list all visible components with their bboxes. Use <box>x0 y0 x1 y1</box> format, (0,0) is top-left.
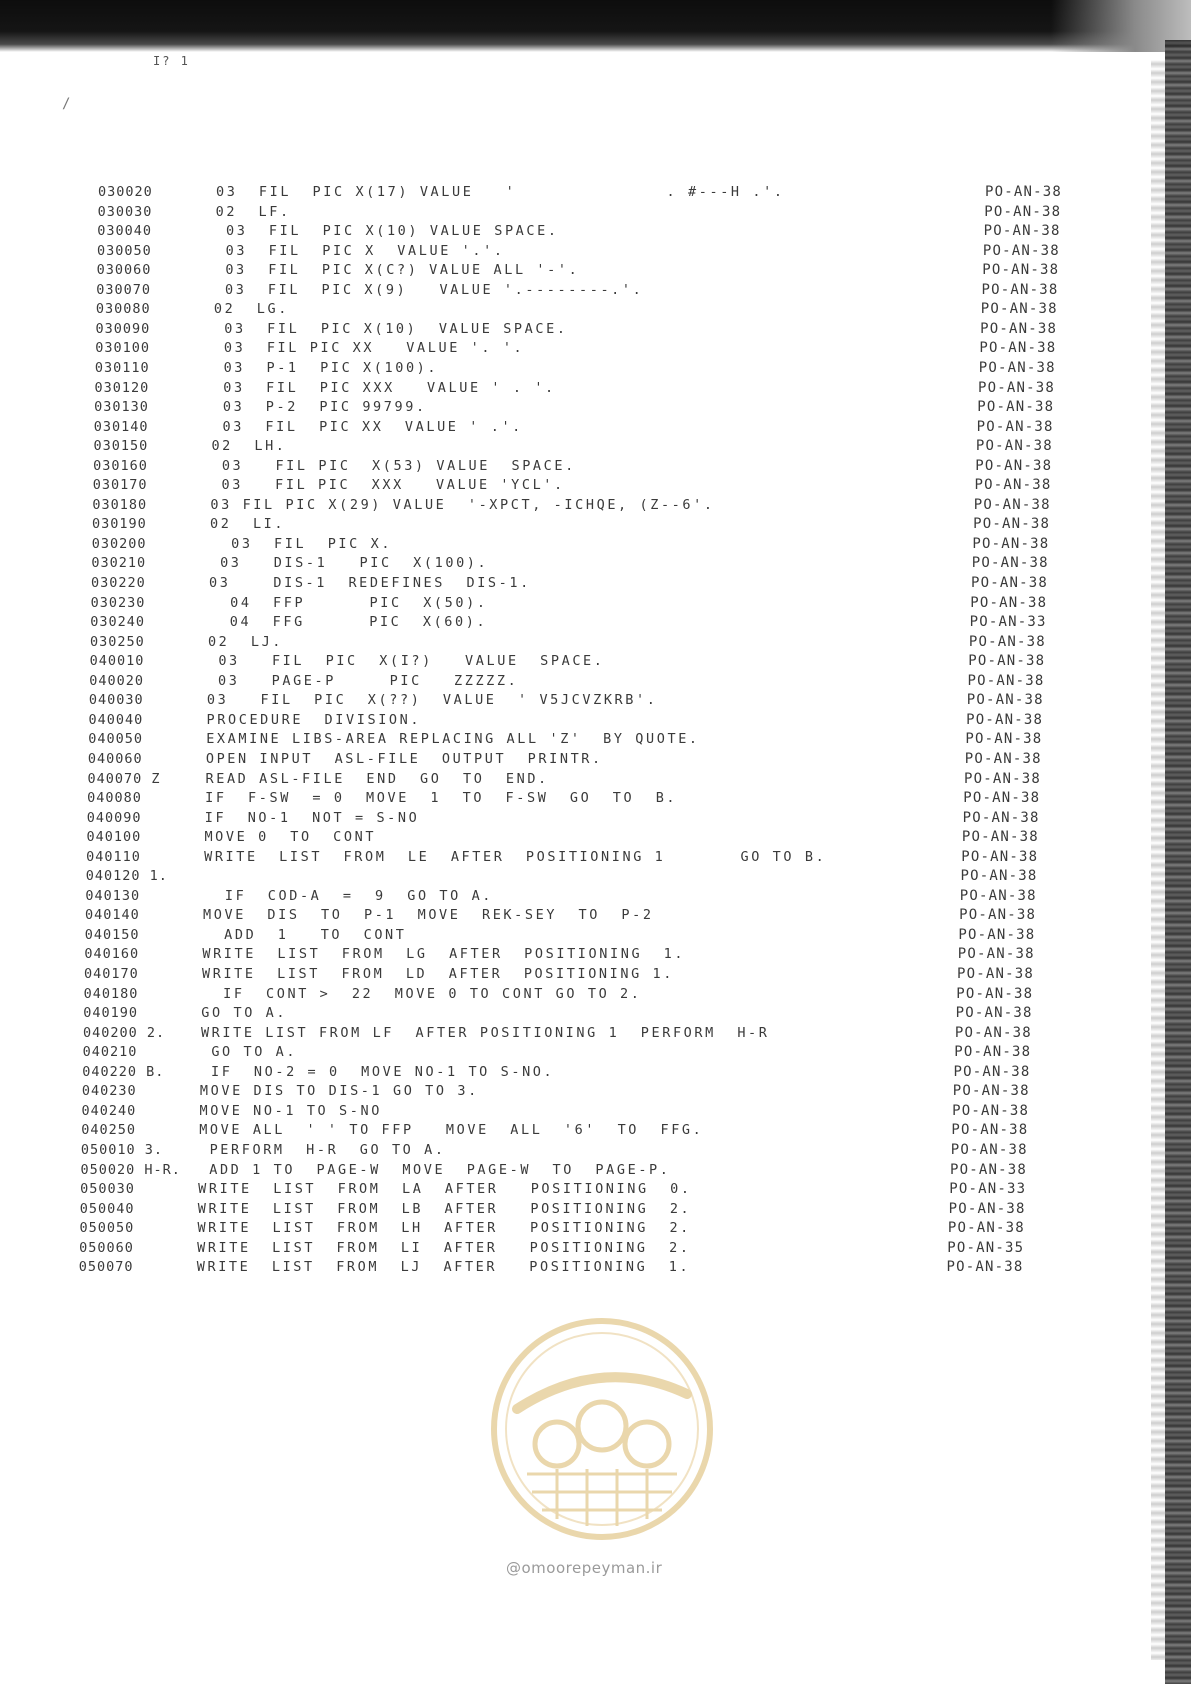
sequence-number: 030130 <box>94 399 149 416</box>
sequence-number: 040180 <box>83 985 139 1002</box>
code-statement: ADD 1 TO CONT <box>202 926 407 943</box>
listing-line <box>97 221 1097 241</box>
program-identifier: PO-AN-38 <box>967 672 1045 689</box>
sequence-number: 050010 3. <box>80 1141 163 1158</box>
program-identifier: PO-AN-38 <box>954 1024 1032 1041</box>
program-identifier: PO-AN-38 <box>959 907 1037 924</box>
listing-line <box>86 847 1086 867</box>
sequence-number: 050030 <box>80 1181 135 1198</box>
program-identifier: PO-AN-38 <box>983 223 1061 240</box>
watermark-caption: @omoorepeyman.ir <box>506 1559 663 1577</box>
listing-line <box>98 202 1098 222</box>
sequence-number: 030020 <box>98 184 153 200</box>
sequence-number: 050070 <box>78 1259 134 1276</box>
sequence-number: 040080 <box>87 790 142 807</box>
sequence-number: 030090 <box>95 320 151 337</box>
sequence-number: 030150 <box>93 438 149 455</box>
program-identifier: PO-AN-38 <box>961 829 1039 846</box>
listing-line <box>85 905 1085 925</box>
listing-line <box>90 651 1090 671</box>
program-identifier: PO-AN-38 <box>960 868 1038 885</box>
sequence-number: 040200 2. <box>82 1024 166 1041</box>
program-identifier: PO-AN-38 <box>952 1083 1030 1100</box>
sequence-number: 030230 <box>90 594 146 611</box>
code-statement: OPEN INPUT ASL-FILE OUTPUT PRINTR. <box>205 750 603 767</box>
sequence-number: 040240 <box>81 1102 137 1119</box>
listing-line <box>92 495 1092 515</box>
sequence-number: 040230 <box>81 1083 137 1100</box>
listing-line <box>93 475 1093 495</box>
code-statement: MOVE DIS TO DIS-1 GO TO 3. <box>199 1083 479 1100</box>
program-identifier: PO-AN-38 <box>973 496 1051 513</box>
program-identifier: PO-AN-38 <box>982 262 1060 279</box>
listing-line <box>86 827 1086 847</box>
sequence-number: 040140 <box>85 907 140 924</box>
program-identifier: PO-AN-38 <box>964 770 1042 787</box>
sequence-number: 050050 <box>79 1220 135 1237</box>
listing-line <box>97 260 1097 280</box>
sequence-number: 050040 <box>79 1200 135 1217</box>
margin-mark: / <box>62 96 71 112</box>
sequence-number: 030160 <box>93 457 148 474</box>
sequence-number: 040050 <box>88 731 143 748</box>
code-statement: WRITE LIST FROM LH AFTER POSITIONING 2. <box>197 1220 691 1237</box>
code-statement: WRITE LIST FROM LI AFTER POSITIONING 2. <box>197 1239 691 1256</box>
program-identifier: PO-AN-38 <box>975 457 1053 474</box>
sequence-number: 030190 <box>92 516 147 533</box>
code-statement: IF CONT > 22 MOVE 0 TO CONT GO TO 2. <box>201 985 642 1002</box>
code-statement: 03 FIL PIC XX VALUE ' .'. <box>211 418 523 435</box>
code-statement: IF NO-1 NOT = S-NO <box>204 809 420 826</box>
code-statement: 03 PAGE-P PIC ZZZZZ. <box>207 672 519 689</box>
sequence-number: 040070 Z <box>87 770 161 787</box>
program-identifier: PO-AN-38 <box>971 555 1049 572</box>
program-identifier: PO-AN-38 <box>976 418 1054 435</box>
program-identifier: PO-AN-38 <box>980 320 1058 337</box>
sequence-number: 030030 <box>97 203 153 220</box>
code-statement: 03 DIS-1 REDEFINES DIS-1. <box>209 575 531 591</box>
listing-line <box>82 1081 1082 1101</box>
program-identifier: PO-AN-38 <box>973 516 1051 533</box>
listing-line <box>93 436 1093 456</box>
listing-line <box>79 1238 1079 1258</box>
listing-line <box>94 417 1094 437</box>
code-statement: 03 FIL PIC X(10) VALUE SPACE. <box>215 223 559 240</box>
listing-line <box>82 1101 1082 1121</box>
listing-line <box>95 338 1095 358</box>
code-statement: MOVE 0 TO CONT <box>204 829 377 846</box>
code-statement: PROCEDURE DIVISION. <box>206 711 422 728</box>
code-statement: EXAMINE LIBS-AREA REPLACING ALL 'Z' BY QUOTE. <box>206 731 700 748</box>
listing-line <box>91 573 1091 593</box>
code-statement: 03 FIL PIC X(I?) VALUE SPACE. <box>207 653 605 670</box>
sequence-number: 040170 <box>84 966 139 982</box>
program-identifier: PO-AN-38 <box>981 281 1059 298</box>
sequence-number: 030040 <box>97 223 153 240</box>
listing-line <box>91 593 1091 613</box>
code-statement: 03 FIL PIC XXX VALUE 'YCL'. <box>210 477 565 494</box>
listing-line <box>88 749 1088 769</box>
program-identifier: PO-AN-38 <box>957 946 1035 963</box>
sequence-number: 030180 <box>92 496 148 513</box>
code-statement: 03 FIL PIC X(53) VALUE SPACE. <box>211 457 576 474</box>
listing-line <box>93 456 1093 476</box>
listing-line <box>84 964 1084 984</box>
listing-line <box>89 710 1089 730</box>
listing-line <box>80 1179 1080 1199</box>
listing-line <box>98 182 1098 202</box>
program-identifier: PO-AN-38 <box>970 594 1048 611</box>
code-statement: IF COD-A = 9 GO TO A. <box>203 887 494 904</box>
sequence-number: 050020 H-R. <box>80 1161 181 1178</box>
listing-line <box>92 534 1092 554</box>
sequence-number: 030250 <box>89 633 145 650</box>
program-identifier: PO-AN-38 <box>985 184 1063 200</box>
listing-line <box>83 1023 1083 1043</box>
program-identifier: PO-AN-38 <box>984 203 1062 220</box>
program-identifier: PO-AN-33 <box>949 1181 1027 1198</box>
code-statement: 03 FIL PIC X(C?) VALUE ALL '-'. <box>214 262 580 279</box>
program-identifier: PO-AN-38 <box>950 1161 1028 1178</box>
program-identifier: PO-AN-38 <box>968 653 1046 670</box>
listing-line <box>85 925 1085 945</box>
sequence-number: 040020 <box>89 672 145 689</box>
listing-line <box>81 1120 1081 1140</box>
code-statement: IF F-SW = 0 MOVE 1 TO F-SW GO TO B. <box>205 790 678 807</box>
program-identifier: PO-AN-33 <box>969 614 1047 631</box>
code-statement: WRITE LIST FROM LA AFTER POSITIONING 0. <box>198 1181 692 1198</box>
sequence-number: 040190 <box>83 1005 139 1022</box>
code-statement: 03 FIL PIC X(17) VALUE ' . #---H .'. <box>216 184 785 200</box>
listing-line <box>84 944 1084 964</box>
listing-line <box>79 1218 1079 1238</box>
program-identifier: PO-AN-38 <box>959 887 1037 904</box>
sequence-number: 030120 <box>94 379 150 396</box>
listing-line <box>90 632 1090 652</box>
program-identifier: PO-AN-38 <box>951 1122 1029 1139</box>
listing-line <box>81 1160 1081 1180</box>
code-statement: 03 FIL PIC X(9) VALUE '.--------.'. <box>214 281 644 298</box>
program-identifier: PO-AN-38 <box>956 985 1034 1002</box>
listing-line <box>95 358 1095 378</box>
code-statement: 02 LG. <box>213 301 289 318</box>
listing-line <box>79 1257 1079 1277</box>
program-identifier: PO-AN-38 <box>972 535 1050 552</box>
program-identifier: PO-AN-38 <box>947 1220 1025 1237</box>
code-statement: 03 FIL PIC X(10) VALUE SPACE. <box>213 320 568 337</box>
sequence-number: 040220 B. <box>82 1063 165 1080</box>
code-statement: WRITE LIST FROM LJ AFTER POSITIONING 1. <box>196 1259 691 1276</box>
listing-line <box>88 769 1088 789</box>
program-identifier: PO-AN-38 <box>946 1259 1024 1276</box>
sequence-number: 040010 <box>89 653 145 670</box>
program-identifier: PO-AN-38 <box>971 575 1049 591</box>
code-statement: IF NO-2 = 0 MOVE NO-1 TO S-NO. <box>200 1063 555 1080</box>
code-statement: 03 DIS-1 PIC X(100). <box>209 555 489 572</box>
program-identifier: PO-AN-38 <box>978 379 1056 396</box>
sequence-number: 040060 <box>87 750 143 767</box>
listing-line <box>95 378 1095 398</box>
sequence-number: 040250 <box>81 1122 136 1139</box>
sequence-number: 030080 <box>95 301 151 318</box>
sequence-number: 030210 <box>91 555 147 572</box>
sequence-number: 040040 <box>88 711 144 728</box>
code-statement: GO TO A. <box>200 1044 298 1061</box>
program-identifier: PO-AN-38 <box>968 633 1046 650</box>
code-statement: 03 FIL PIC XXX VALUE ' . '. <box>212 379 556 396</box>
sequence-number: 030060 <box>96 262 152 279</box>
listing-line <box>88 729 1088 749</box>
listing-line <box>82 1062 1082 1082</box>
code-statement: 03 FIL PIC X VALUE '.'. <box>214 242 505 259</box>
program-identifier: PO-AN-38 <box>957 966 1035 982</box>
listing-line <box>97 241 1097 261</box>
sequence-number: 030110 <box>94 359 150 376</box>
program-identifier: PO-AN-38 <box>977 399 1055 416</box>
sequence-number: 040120 1. <box>85 868 168 885</box>
code-statement: READ ASL-FILE END GO TO END. <box>205 770 549 787</box>
program-identifier: PO-AN-38 <box>965 731 1043 748</box>
code-statement: 04 FFP PIC X(50). <box>208 594 488 611</box>
listing-line <box>92 514 1092 534</box>
program-identifier: PO-AN-38 <box>955 1005 1033 1022</box>
listing-line <box>94 397 1094 417</box>
code-statement: WRITE LIST FROM LE AFTER POSITIONING 1 GO TO B. <box>204 848 827 865</box>
code-statement: 02 LF. <box>215 203 291 220</box>
sequence-number: 030070 <box>96 281 152 298</box>
program-identifier: PO-AN-38 <box>958 926 1036 943</box>
code-statement: PERFORM H-R GO TO A. <box>198 1141 446 1158</box>
program-identifier: PO-AN-38 <box>978 359 1056 376</box>
code-statement: 04 FFG PIC X(60). <box>208 614 488 631</box>
program-identifier: PO-AN-38 <box>966 692 1044 709</box>
listing-line <box>83 1003 1083 1023</box>
program-identifier: PO-AN-38 <box>953 1063 1031 1080</box>
listing-line <box>87 788 1087 808</box>
program-identifier: PO-AN-38 <box>961 848 1039 865</box>
listing-line <box>85 886 1085 906</box>
watermark-logo <box>487 1314 717 1544</box>
sequence-number: 030240 <box>90 614 146 631</box>
code-statement: 02 LJ. <box>207 633 284 650</box>
code-statement: 03 P-2 PIC 99799. <box>212 399 427 416</box>
sequence-number: 030170 <box>92 477 148 494</box>
code-statement: 03 FIL PIC XX VALUE '. '. <box>213 340 525 357</box>
code-statement: 03 FIL PIC X. <box>209 535 393 552</box>
code-statement: GO TO A. <box>201 1005 288 1022</box>
listing-line <box>96 299 1096 319</box>
program-identifier: PO-AN-35 <box>947 1239 1025 1256</box>
program-identifier: PO-AN-38 <box>964 750 1042 767</box>
sequence-number: 040110 <box>86 848 141 865</box>
listing-line <box>80 1199 1080 1219</box>
sequence-number: 040210 <box>82 1044 138 1061</box>
sequence-number: 050060 <box>79 1239 134 1256</box>
listing-line <box>83 1042 1083 1062</box>
program-identifier: PO-AN-38 <box>963 790 1041 807</box>
code-statement: WRITE LIST FROM LD AFTER POSITIONING 1. <box>202 966 675 982</box>
sequence-number: 030100 <box>95 340 150 357</box>
program-identifier: PO-AN-38 <box>954 1044 1032 1061</box>
code-statement: MOVE NO-1 TO S-NO <box>199 1102 382 1119</box>
code-statement: 03 P-1 PIC X(100). <box>212 359 439 376</box>
code-statement: MOVE ALL ' ' TO FFP MOVE ALL '6' TO FFG. <box>199 1122 704 1139</box>
sequence-number: 040090 <box>86 809 142 826</box>
code-statement: 03 FIL PIC X(??) VALUE ' V5JCVZKRB'. <box>206 692 658 709</box>
listing-line <box>96 280 1096 300</box>
program-identifier: PO-AN-38 <box>975 438 1053 455</box>
sequence-number: 040160 <box>84 946 140 963</box>
program-identifier: PO-AN-38 <box>979 340 1057 357</box>
listing-line <box>84 984 1084 1004</box>
program-identifier: PO-AN-38 <box>980 301 1058 318</box>
sequence-number: 030050 <box>96 242 152 259</box>
sequence-number: 040100 <box>86 829 142 846</box>
code-statement: 02 LI. <box>210 516 286 533</box>
program-identifier: PO-AN-38 <box>974 477 1052 494</box>
listing-line <box>91 553 1091 573</box>
program-identifier: PO-AN-38 <box>962 809 1040 826</box>
listing-line <box>89 690 1089 710</box>
listing-line <box>89 671 1089 691</box>
program-identifier: PO-AN-38 <box>982 242 1060 259</box>
listing-line <box>90 612 1090 632</box>
sequence-number: 040150 <box>84 926 140 943</box>
code-statement: WRITE LIST FROM LF AFTER POSITIONING 1 PERFORM H-R <box>200 1024 770 1041</box>
sequence-number: 040030 <box>88 692 144 709</box>
program-identifier: PO-AN-38 <box>952 1102 1030 1119</box>
code-statement: MOVE DIS TO P-1 MOVE REK-SEY TO P-2 <box>203 907 654 924</box>
listing-line <box>96 319 1096 339</box>
program-identifier: PO-AN-38 <box>966 711 1044 728</box>
sequence-number: 030220 <box>91 575 146 591</box>
code-statement: 02 LH. <box>211 438 287 455</box>
code-statement: ADD 1 TO PAGE-W MOVE PAGE-W TO PAGE-P. <box>198 1161 671 1178</box>
listing-line <box>81 1140 1081 1160</box>
listing-line <box>87 808 1087 828</box>
program-identifier: PO-AN-38 <box>948 1200 1026 1217</box>
sequence-number: 030140 <box>93 418 149 435</box>
page-header-mark: I? 1 <box>153 54 190 68</box>
code-statement: WRITE LIST FROM LG AFTER POSITIONING 1. <box>202 946 686 963</box>
sequence-number: 030200 <box>91 535 147 552</box>
sequence-number: 040130 <box>85 887 141 904</box>
listing-line <box>86 866 1086 886</box>
code-statement: 03 FIL PIC X(29) VALUE '-XPCT, -ICHQE, (Z--6'. <box>210 496 715 513</box>
program-identifier: PO-AN-38 <box>950 1141 1028 1158</box>
code-statement: WRITE LIST FROM LB AFTER POSITIONING 2. <box>197 1200 692 1217</box>
